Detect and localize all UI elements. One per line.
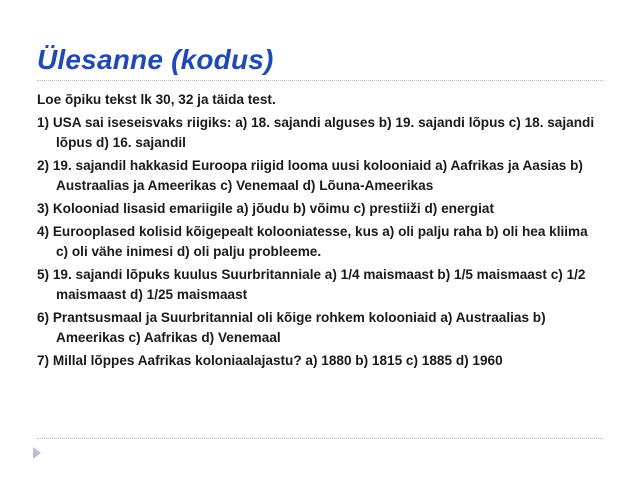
- question-4: 4) Eurooplased kolisid kõigepealt kolooniatesse, kus a) oli palju raha b) oli hea kliima c) oli vähe inimesi d) oli palju probleeme.: [37, 224, 588, 259]
- intro-text: Loe õpiku tekst lk 30, 32 ja täida test.: [37, 92, 276, 107]
- bottom-divider: [37, 438, 603, 439]
- slide-title: Ülesanne (kodus): [37, 44, 274, 75]
- question-6: 6) Prantsusmaal ja Suurbritannial oli kõige rohkem kolooniaid a) Austraalias b) Ameerikas c) Aafrikas d) Venemaal: [37, 310, 546, 345]
- question-2: 2) 19. sajandil hakkasid Euroopa riigid looma uusi kolooniaid a) Aafrikas ja Aasias b) Austraalias ja Ameerikas c) Venemaal d) Lõuna-Ameerikas: [37, 158, 583, 193]
- question-5: 5) 19. sajandi lõpuks kuulus Suurbritanniale a) 1/4 maismaast b) 1/5 maismaast c) 1/2 maismaast d) 1/25 maismaast: [37, 267, 586, 302]
- question-7: 7) Millal lõppes Aafrikas koloniaalajastu? a) 1880 b) 1815 c) 1885 d) 1960: [37, 353, 503, 368]
- triangle-right-icon: [33, 447, 41, 459]
- question-3: 3) Kolooniad lisasid emariigile a) jõudu b) võimu c) prestiiži d) energiat: [37, 201, 494, 216]
- question-1: 1) USA sai iseseisvaks riigiks: a) 18. sajandi alguses b) 19. sajandi lõpus c) 18. sajandi lõpus d) 16. sajandil: [37, 115, 595, 150]
- slide-body: [37, 90, 603, 374]
- title-divider: [37, 80, 603, 81]
